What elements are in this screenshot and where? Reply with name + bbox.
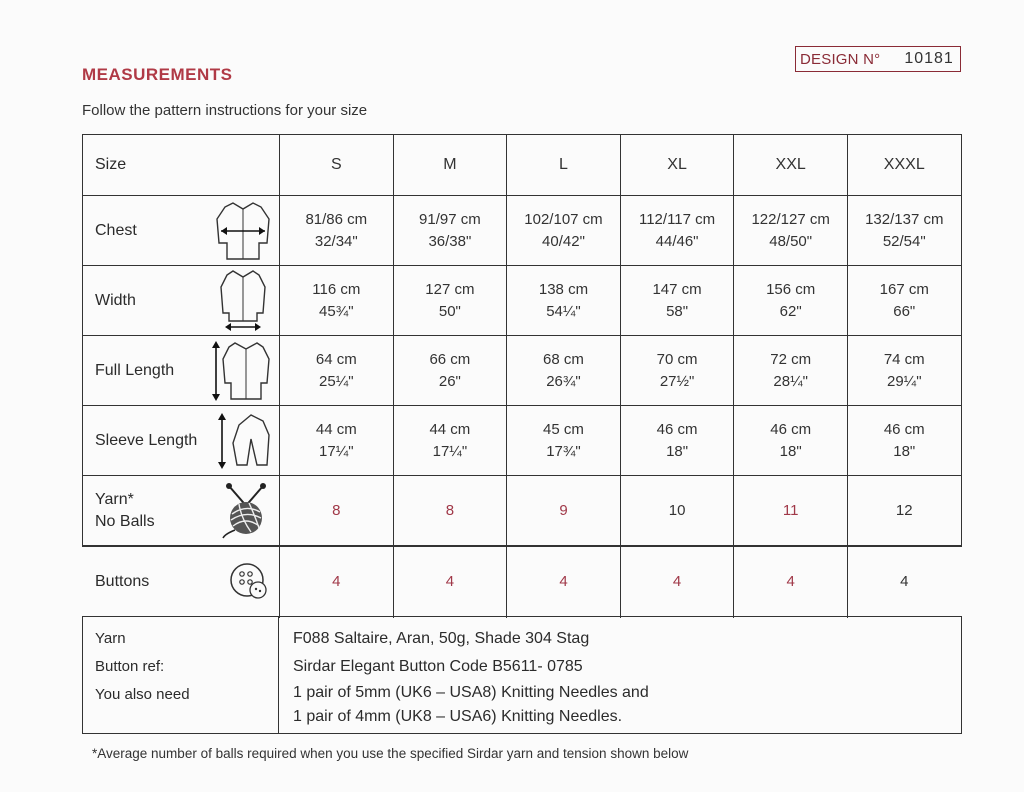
size-col-l: L [506,135,620,195]
width-cell-s [279,266,393,336]
materials-value-needles-4mm: 1 pair of 4mm (UK8 – USA6) Knitting Needles. [293,708,623,725]
jacket-width-icon [215,269,271,333]
cell-in: 48/50" [769,233,813,250]
size-header: Size [95,156,127,173]
materials-labels [83,617,279,733]
materials-label-yarn: Yarn [95,630,126,647]
cell-in: 26¾" [546,373,581,390]
cell-cm: 156 cm [766,281,816,298]
cell-cm: 70 cm [656,351,698,368]
width-cell-xl [620,266,734,336]
cell-cm: 138 cm [538,281,589,298]
row-label-yarn [83,476,279,546]
jacket-length-icon [211,339,271,403]
cell-cm: 91/97 cm [419,211,481,228]
measurements-table [82,134,962,590]
jacket-chest-icon [215,199,271,263]
sleeve-length-icon [217,409,271,473]
cell-in: 18" [779,443,802,460]
buttons-cell-xl: 4 [620,546,734,618]
row-label-text: Sleeve Length [95,432,198,449]
materials-label-button-ref: Button ref: [95,658,165,675]
cell-cm: 44 cm [315,421,357,438]
cell-cm: 68 cm [543,351,584,368]
cell-cm: 102/107 cm [524,211,603,228]
cell-in: 52/54" [882,233,926,250]
width-cell-l [506,266,620,336]
cell-in: 32/34" [314,233,358,250]
size-col-s: S [279,135,393,195]
cell-cm: 116 cm [312,281,361,298]
length-cell-s [279,336,393,406]
size-col-m: M [393,135,507,195]
row-label-chest [83,196,279,266]
yarn-cell-xxl: 11 [733,476,847,546]
cell-in: 17¼" [432,443,468,460]
size-col-xl: XL [620,135,734,195]
cell-in: 62" [779,303,802,320]
row-label-text: Chest [95,222,137,239]
table-row [83,335,961,406]
sleeve-cell-xxl [733,406,847,476]
cell-in: 26" [438,373,461,390]
sleeve-cell-xl [620,406,734,476]
width-cell-xxxl [847,266,961,336]
cell-cm: 127 cm [425,281,475,298]
cell-in: 28¼" [773,373,808,390]
table-row [83,195,961,266]
yarn-cell-xl: 10 [620,476,734,546]
sleeve-cell-s [279,406,393,476]
yarn-cell-m: 8 [393,476,507,546]
size-col-xxxl: XXXL [847,135,961,195]
size-col-xxl: XXL [733,135,847,195]
cell-in: 40/42" [542,233,585,250]
buttons-cell-s: 4 [279,546,393,618]
cell-cm: 64 cm [315,351,357,368]
cell-in: 25¼" [319,373,354,390]
page-subtitle: Follow the pattern instructions for your size [82,102,368,119]
chest-cell-xxxl [847,196,961,266]
cell-in: 50" [438,303,461,320]
cell-cm: 112/117 cm [638,211,716,228]
design-number: 10181 [904,50,954,67]
button-icon [227,560,271,604]
yarn-cell-l: 9 [506,476,620,546]
table-row [83,265,961,336]
yarn-cell-s: 8 [279,476,393,546]
table-header-row [83,135,961,195]
row-label-sleeve-length [83,406,279,476]
cell-cm: 81/86 cm [305,211,368,228]
row-label-text: Buttons [95,573,150,590]
materials-values [279,617,961,733]
cell-cm: 45 cm [543,421,584,438]
materials-value-button-ref: Sirdar Elegant Button Code B5611- 0785 [293,658,583,675]
cell-cm: 46 cm [656,421,698,438]
row-label-buttons [83,546,279,618]
row-label-text: Yarn* [95,491,134,508]
row-label-text: No Balls [95,513,155,530]
yarn-ball-icon [221,482,271,540]
materials-table [82,616,962,734]
cell-cm: 46 cm [883,421,925,438]
cell-cm: 147 cm [652,281,702,298]
footnote: *Average number of balls required when you use the specified Sirdar yarn and tension shown below [92,746,689,761]
cell-in: 17¼" [319,443,354,460]
materials-value-needles-5mm: 1 pair of 5mm (UK6 – USA8) Knitting Needles and [293,684,649,701]
materials-value-yarn: F088 Saltaire, Aran, 50g, Shade 304 Stag [293,630,590,647]
chest-cell-xl [620,196,734,266]
cell-in: 58" [666,303,689,320]
row-label-width [83,266,279,336]
cell-cm: 44 cm [429,421,471,438]
chest-cell-l [506,196,620,266]
length-cell-xxl [733,336,847,406]
materials-label-also-need: You also need [95,686,190,703]
cell-in: 45¾" [319,303,354,320]
row-label-full-length [83,336,279,406]
cell-in: 66" [893,303,916,320]
chest-cell-m [393,196,507,266]
cell-cm: 72 cm [770,351,812,368]
sleeve-cell-xxxl [847,406,961,476]
buttons-cell-m: 4 [393,546,507,618]
buttons-cell-xxl: 4 [733,546,847,618]
sleeve-cell-l [506,406,620,476]
row-label-text: Width [95,292,136,309]
width-cell-xxl [733,266,847,336]
page-title: MEASUREMENTS [82,65,233,84]
cell-in: 27½" [659,373,695,390]
design-number-box [795,46,961,72]
cell-cm: 122/127 cm [751,211,830,228]
chest-cell-xxl [733,196,847,266]
chest-cell-s [279,196,393,266]
cell-in: 17¾" [546,443,581,460]
length-cell-m [393,336,507,406]
yarn-cell-xxxl: 12 [847,476,961,546]
width-cell-m [393,266,507,336]
cell-in: 29¼" [887,373,922,390]
table-row [83,405,961,476]
cell-in: 18" [666,443,689,460]
cell-cm: 74 cm [883,351,925,368]
buttons-cell-l: 4 [506,546,620,618]
table-row [83,475,961,546]
cell-cm: 167 cm [879,281,929,298]
cell-cm: 132/137 cm [865,211,944,228]
sleeve-cell-m [393,406,507,476]
length-cell-l [506,336,620,406]
design-label: DESIGN N° [800,50,881,68]
table-row [83,545,961,618]
cell-in: 18" [893,443,916,460]
buttons-cell-xxxl: 4 [847,546,961,618]
cell-cm: 66 cm [429,351,471,368]
cell-in: 44/46" [655,233,699,250]
cell-in: 36/38" [428,233,472,250]
length-cell-xl [620,336,734,406]
length-cell-xxxl [847,336,961,406]
cell-in: 54¼" [546,303,581,320]
row-label-text: Full Length [95,362,175,379]
cell-cm: 46 cm [770,421,812,438]
